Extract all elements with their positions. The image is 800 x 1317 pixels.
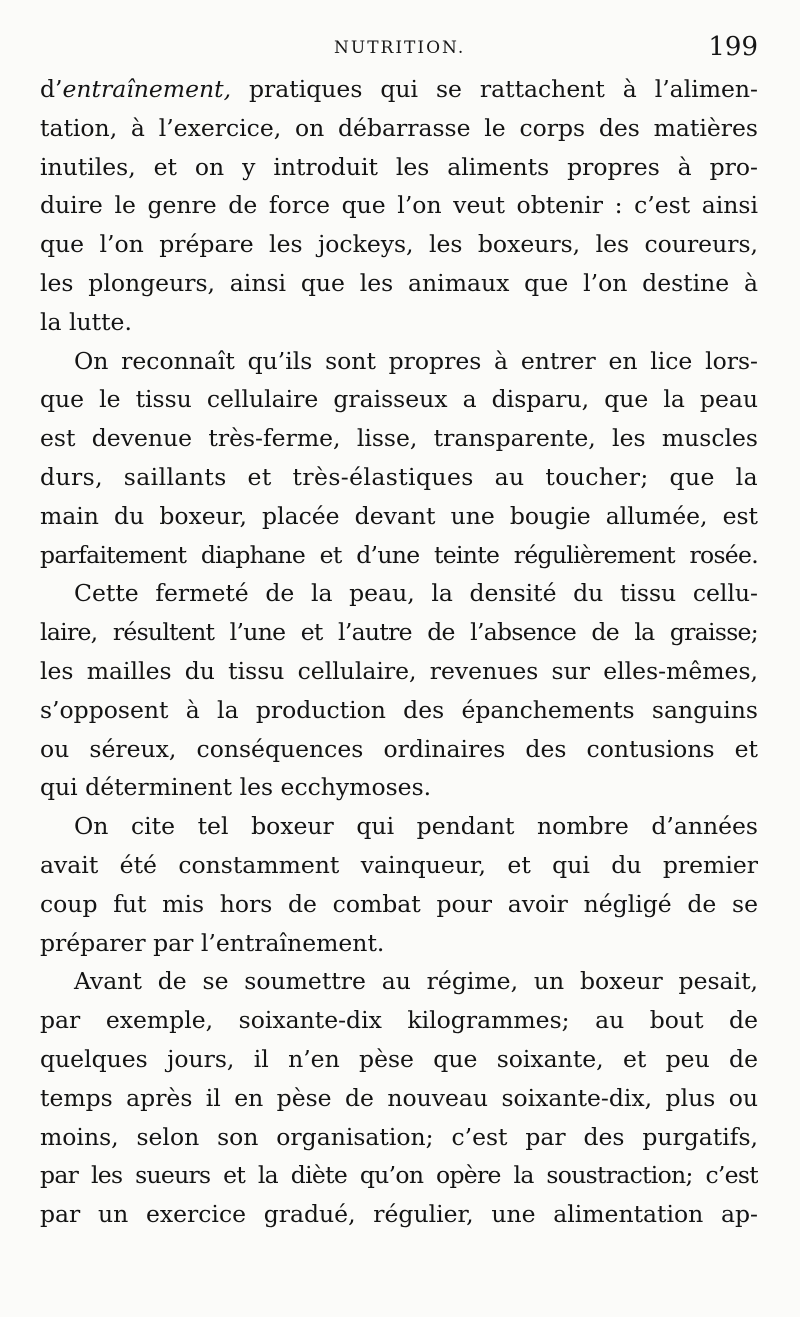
text-line: On cite tel boxeur qui pendant nombre d’années [74,812,758,841]
text-line: avait été constamment vainqueur, et qui du premier [40,850,758,879]
text-line: moins, selon son organisation; c’est par des purgatifs, [40,1122,758,1151]
text-line: les plongeurs, ainsi que les animaux que l’on destine à [40,268,758,297]
text-line: préparer par l’entraînement. [40,928,385,957]
text-line: par exemple, soixante-dix kilogrammes; au bout de [40,1006,758,1035]
text-line: main du boxeur, placée devant une bougie allumée, est [40,501,758,530]
text-line: On reconnaît qu’ils sont propres à entrer en lice lors- [74,346,758,375]
text-line: est devenue très-ferme, lisse, transparente, les muscles [40,424,758,453]
running-title: NUTRITION. [334,38,466,58]
text-line: par un exercice gradué, régulier, une alimentation ap- [40,1200,758,1229]
text-line: ou séreux, conséquences ordinaires des contusions et [40,734,758,763]
text-line: d’entraînement, pratiques qui se rattachent à l’alimen- [40,75,758,103]
text-line: que l’on prépare les jockeys, les boxeurs, les coureurs, [40,230,758,259]
body-text [40,70,758,1234]
text-line: Avant de se soumettre au régime, un boxeur pesait, [74,967,758,996]
text-line: que le tissu cellulaire graisseux a disparu, que la peau [40,385,758,414]
text-line: tation, à l’exercice, on débarrasse le corps des matières [40,113,758,142]
text-line: inutiles, et on y introduit les aliments propres à pro- [40,152,758,181]
text-line: s’opposent à la production des épanchements sanguins [40,695,758,724]
running-head [40,32,758,62]
text-line: duire le genre de force que l’on veut obtenir : c’est ainsi [40,191,758,220]
text-line: qui déterminent les ecchymoses. [40,773,432,802]
text-line: parfaitement diaphane et d’une teinte régulièrement rosée. [40,540,758,569]
text-line: temps après il en pèse de nouveau soixante-dix, plus ou [40,1083,758,1112]
page-number: 199 [708,32,758,62]
text-line: Cette fermeté de la peau, la densité du tissu cellu- [74,579,758,608]
text-line: coup fut mis hors de combat pour avoir négligé de se [40,889,758,918]
italic-term: entraînement, [62,75,232,103]
text-line: les mailles du tissu cellulaire, revenues sur elles-mêmes, [40,656,758,685]
text-line: durs, saillants et très-élastiques au toucher; que la [40,462,758,491]
text-line: quelques jours, il n’en pèse que soixante, et peu de [40,1044,758,1073]
text-line: la lutte. [40,307,132,336]
text-line: laire, résultent l’une et l’autre de l’absence de la graisse; [40,618,758,647]
text-line: par les sueurs et la diète qu’on opère la soustraction; c’est [40,1161,758,1190]
